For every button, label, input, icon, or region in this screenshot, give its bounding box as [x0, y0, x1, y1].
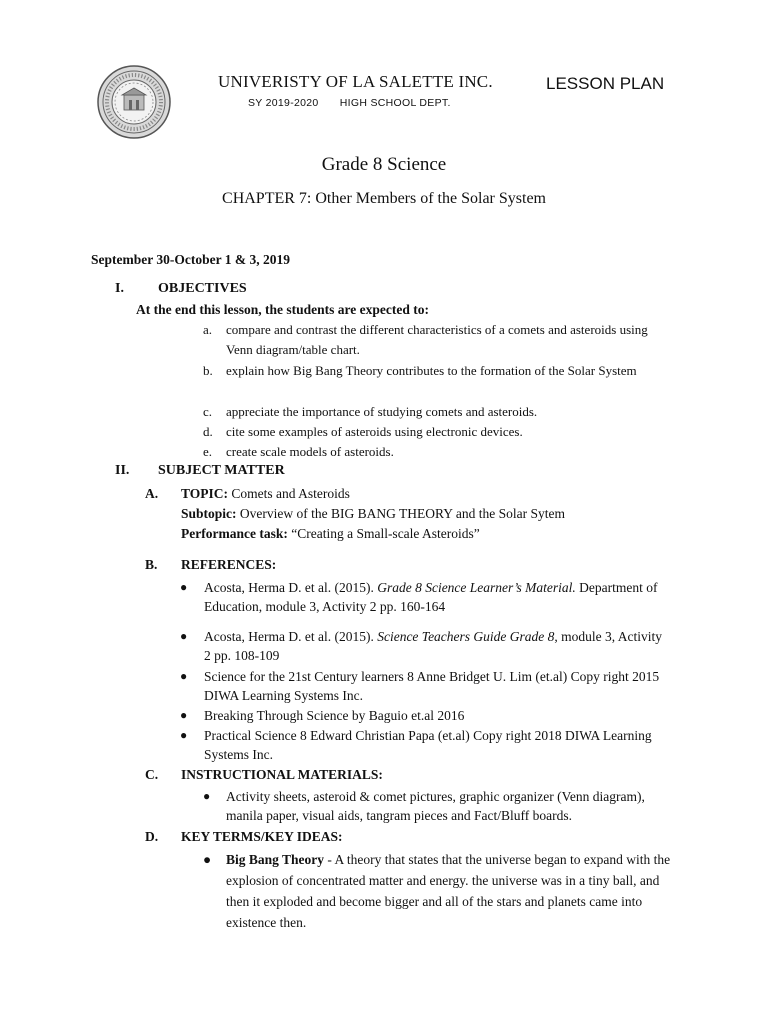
- reference-item: Breaking Through Science by Baguio et.al 2016: [204, 708, 465, 723]
- objective-text: cite some examples of asteroids using electronic devices.: [226, 424, 523, 439]
- section-numeral: I.: [115, 281, 124, 296]
- subsection-letter: A.: [145, 486, 159, 501]
- materials-text: Activity sheets, asteroid & comet pictures, graphic organizer (Venn diagram), manila paper, visual aids, tangram pieces and Fact/Bluff boards.: [226, 789, 645, 823]
- bullet-icon: ●: [180, 728, 188, 742]
- reference-text: Department of Education, module 3, Activity 2 pp. 160-164: [204, 580, 658, 614]
- reference-text: Acosta, Herma D. et al. (2015).: [204, 629, 378, 644]
- key-terms-heading: KEY TERMS/KEY IDEAS:: [181, 829, 343, 844]
- subtopic-label: Subtopic:: [181, 506, 237, 521]
- bullet-icon: ●: [180, 629, 188, 643]
- performance-task-line: [181, 524, 661, 544]
- references-heading: REFERENCES:: [181, 557, 277, 572]
- reference-title: Science Teachers Guide Grade 8: [377, 629, 555, 644]
- reference-item: [204, 627, 664, 665]
- document-type: LESSON PLAN: [546, 74, 665, 93]
- key-term: Big Bang Theory: [226, 852, 325, 867]
- objective-text: appreciate the importance of studying comets and asteroids.: [226, 404, 538, 419]
- department: HIGH SCHOOL DEPT.: [339, 97, 451, 109]
- page-title: Grade 8 Science: [321, 154, 447, 175]
- objective-text: explain how Big Bang Theory contributes to the formation of the Solar System: [226, 363, 637, 378]
- topic-line: [181, 484, 661, 504]
- objective-letter: e.: [203, 444, 213, 459]
- subsection-letter: B.: [145, 557, 158, 572]
- objectives-intro: At the end this lesson, the students are expected to:: [136, 302, 429, 317]
- reference-item: Science for the 21st Century learners 8 Anne Bridget U. Lim (et.al) Copy right 2015 DIWA Learning Systems Inc.: [204, 669, 660, 703]
- objective-letter: c.: [203, 404, 213, 419]
- bullet-icon: ●: [203, 789, 211, 803]
- subsection-letter: D.: [145, 829, 159, 844]
- bullet-icon: ●: [180, 669, 188, 683]
- subtopic-line: [181, 504, 661, 524]
- university-name: UNIVERISTY OF LA SALETTE INC.: [218, 72, 493, 91]
- topic-text: Comets and Asteroids: [228, 486, 350, 501]
- key-term-definition: [226, 849, 678, 933]
- performance-task-label: Performance task:: [181, 526, 288, 541]
- reference-text: Acosta, Herma D. et al. (2015).: [204, 580, 378, 595]
- performance-task-text: “Creating a Small-scale Asteroids”: [287, 526, 480, 541]
- bullet-icon: ●: [180, 580, 188, 594]
- definition-text: - A theory that states that the universe began to expand with the explosion of concentrated matter and energy. the universe was in a tiny ball, and then it exploded and become bigger and all of the stars and planets came into existence then.: [226, 852, 671, 930]
- reference-item: [204, 578, 664, 616]
- school-year-line: [248, 97, 451, 109]
- subject-matter-heading: SUBJECT MATTER: [158, 463, 285, 478]
- objective-letter: b.: [203, 363, 213, 378]
- topic-label: TOPIC:: [181, 486, 229, 501]
- subtopic-text: Overview of the BIG BANG THEORY and the Solar Sytem: [236, 506, 565, 521]
- objective-text: create scale models of asteroids.: [226, 444, 394, 459]
- materials-heading: INSTRUCTIONAL MATERIALS:: [181, 767, 383, 782]
- reference-text: , module 3, Activity 2 pp. 108-109: [204, 629, 663, 663]
- reference-item: Practical Science 8 Edward Christian Papa (et.al) Copy right 2018 DIWA Learning Systems Inc.: [204, 728, 652, 762]
- bullet-icon: ●: [203, 852, 212, 867]
- objective-letter: a.: [203, 322, 213, 337]
- section-numeral: II.: [115, 463, 130, 478]
- bullet-icon: ●: [180, 708, 188, 722]
- lesson-date: September 30-October 1 & 3, 2019: [91, 252, 290, 267]
- objective-letter: d.: [203, 424, 213, 439]
- school-year: SY 2019-2020: [248, 97, 319, 109]
- subsection-letter: C.: [145, 767, 159, 782]
- objectives-heading: OBJECTIVES: [158, 281, 247, 296]
- chapter-title: CHAPTER 7: Other Members of the Solar System: [222, 190, 546, 207]
- university-seal-logo: [96, 64, 172, 140]
- objective-text: compare and contrast the different characteristics of a comets and asteroids using Venn diagram/table chart.: [226, 322, 648, 357]
- reference-title: Grade 8 Science Learner’s Material.: [377, 580, 576, 595]
